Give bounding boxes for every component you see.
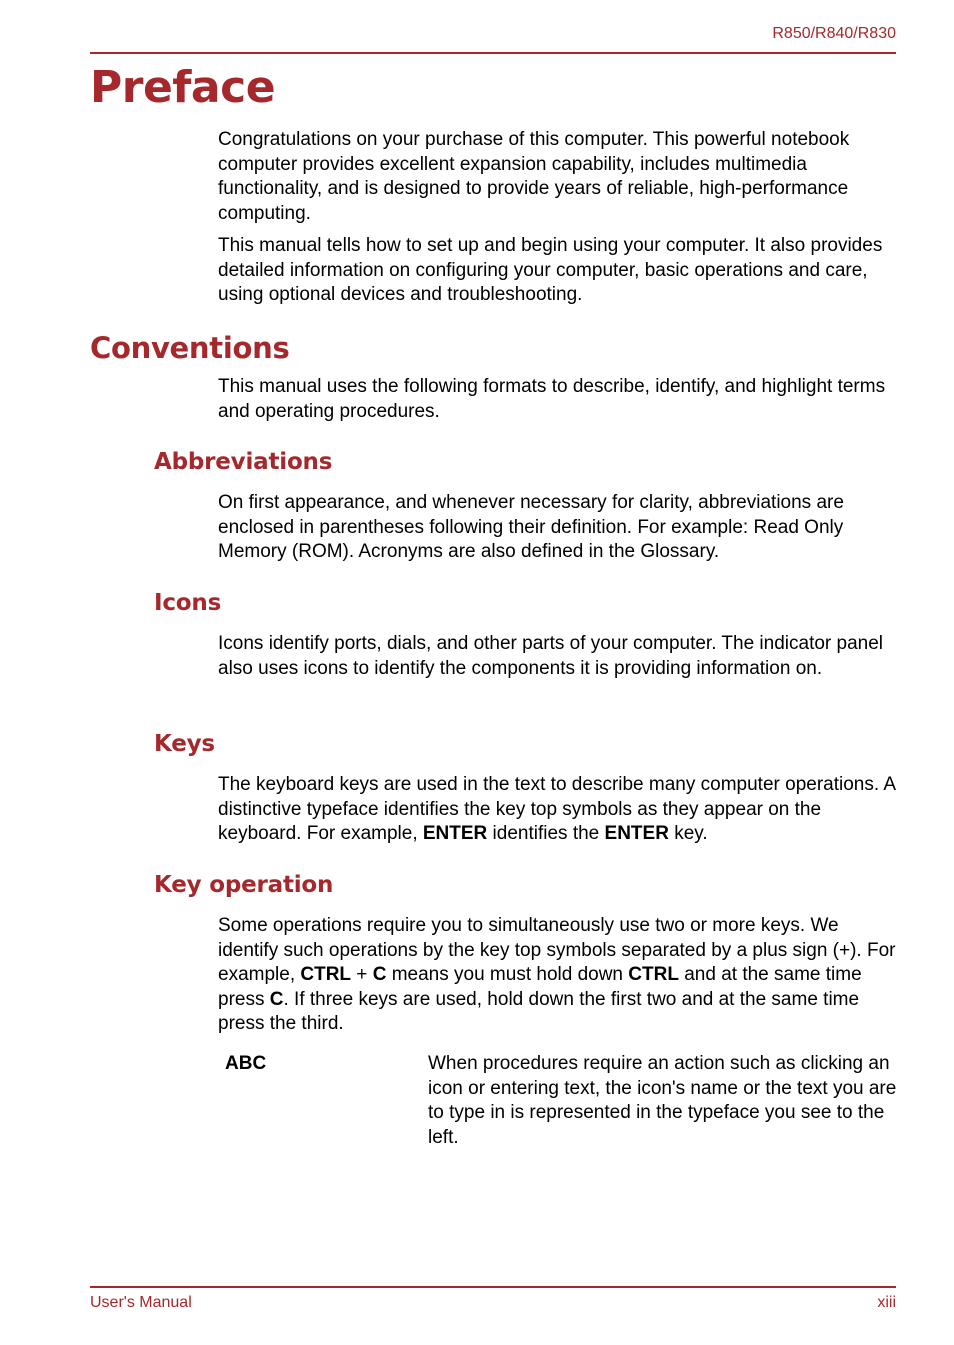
header-divider (90, 52, 896, 54)
keys-text (218, 773, 898, 847)
key-operation-text-part: means you must hold down (386, 964, 629, 985)
key-name-ctrl: CTRL (300, 964, 352, 985)
keys-text-part: identifies the (487, 823, 605, 844)
key-name-ctrl: CTRL (628, 964, 679, 985)
key-name-c: C (372, 964, 387, 985)
preface-paragraph-1: Congratulations on your purchase of this computer. This powerful notebook computer provides excellent expansion capability, includes multimedia functionality, and is designed to provide years of reliable, high-performance computing. (218, 129, 850, 224)
key-operation-text-part: + (351, 964, 373, 985)
key-operation-text (218, 914, 898, 1037)
abbreviations-text: On first appearance, and whenever necessary for clarity, abbreviations are enclosed in parentheses following their definition. For example: Read Only Memory (ROM). Acronyms are also defined in the Glossary. (218, 492, 844, 562)
icons-heading: Icons (154, 590, 222, 616)
keys-heading: Keys (154, 731, 215, 757)
preface-paragraph-2: This manual tells how to set up and begin using your computer. It also provides detailed information on configuring your computer, basic operations and care, using optional devices and troubleshooting. (218, 235, 883, 305)
key-name-enter: ENTER (604, 823, 669, 844)
key-operation-text-part: and at the same time press (218, 964, 862, 1010)
key-operation-text-part: . If three keys are used, hold down the first two and at the same time press the third. (218, 988, 860, 1034)
footer-divider (90, 1286, 896, 1288)
footer-manual-title: User's Manual (90, 1294, 192, 1311)
conventions-heading: Conventions (90, 331, 290, 365)
key-name-enter: ENTER (422, 823, 488, 844)
header-model-number: R850/R840/R830 (772, 25, 896, 42)
page-title: Preface (90, 62, 276, 113)
keys-text-part: The keyboard keys are used in the text to describe many computer operations. A distinctive typeface identifies the key top symbols as they appear on the keyboard. For example, (218, 774, 895, 844)
abc-description: When procedures require an action such as clicking an icon or entering text, the icon's name or the text you are to type in is represented in the typeface you see to the left. (428, 1053, 897, 1148)
abc-term: ABC (225, 1053, 267, 1074)
keys-text-part: key. (668, 823, 708, 844)
key-operation-heading: Key operation (154, 872, 334, 898)
abbreviations-heading: Abbreviations (154, 449, 333, 475)
icons-text: Icons identify ports, dials, and other parts of your computer. The indicator panel also uses icons to identify the components it is providing information on. (218, 633, 884, 679)
key-name-c: C (269, 988, 284, 1010)
key-operation-text-part: Some operations require you to simultaneously use two or more keys. We identify such operations by the key top symbols separated by a plus sign (+). For example, (218, 915, 896, 985)
footer-page-number: xiii (877, 1294, 896, 1311)
conventions-intro: This manual uses the following formats to describe, identify, and highlight terms and operating procedures. (218, 376, 886, 422)
